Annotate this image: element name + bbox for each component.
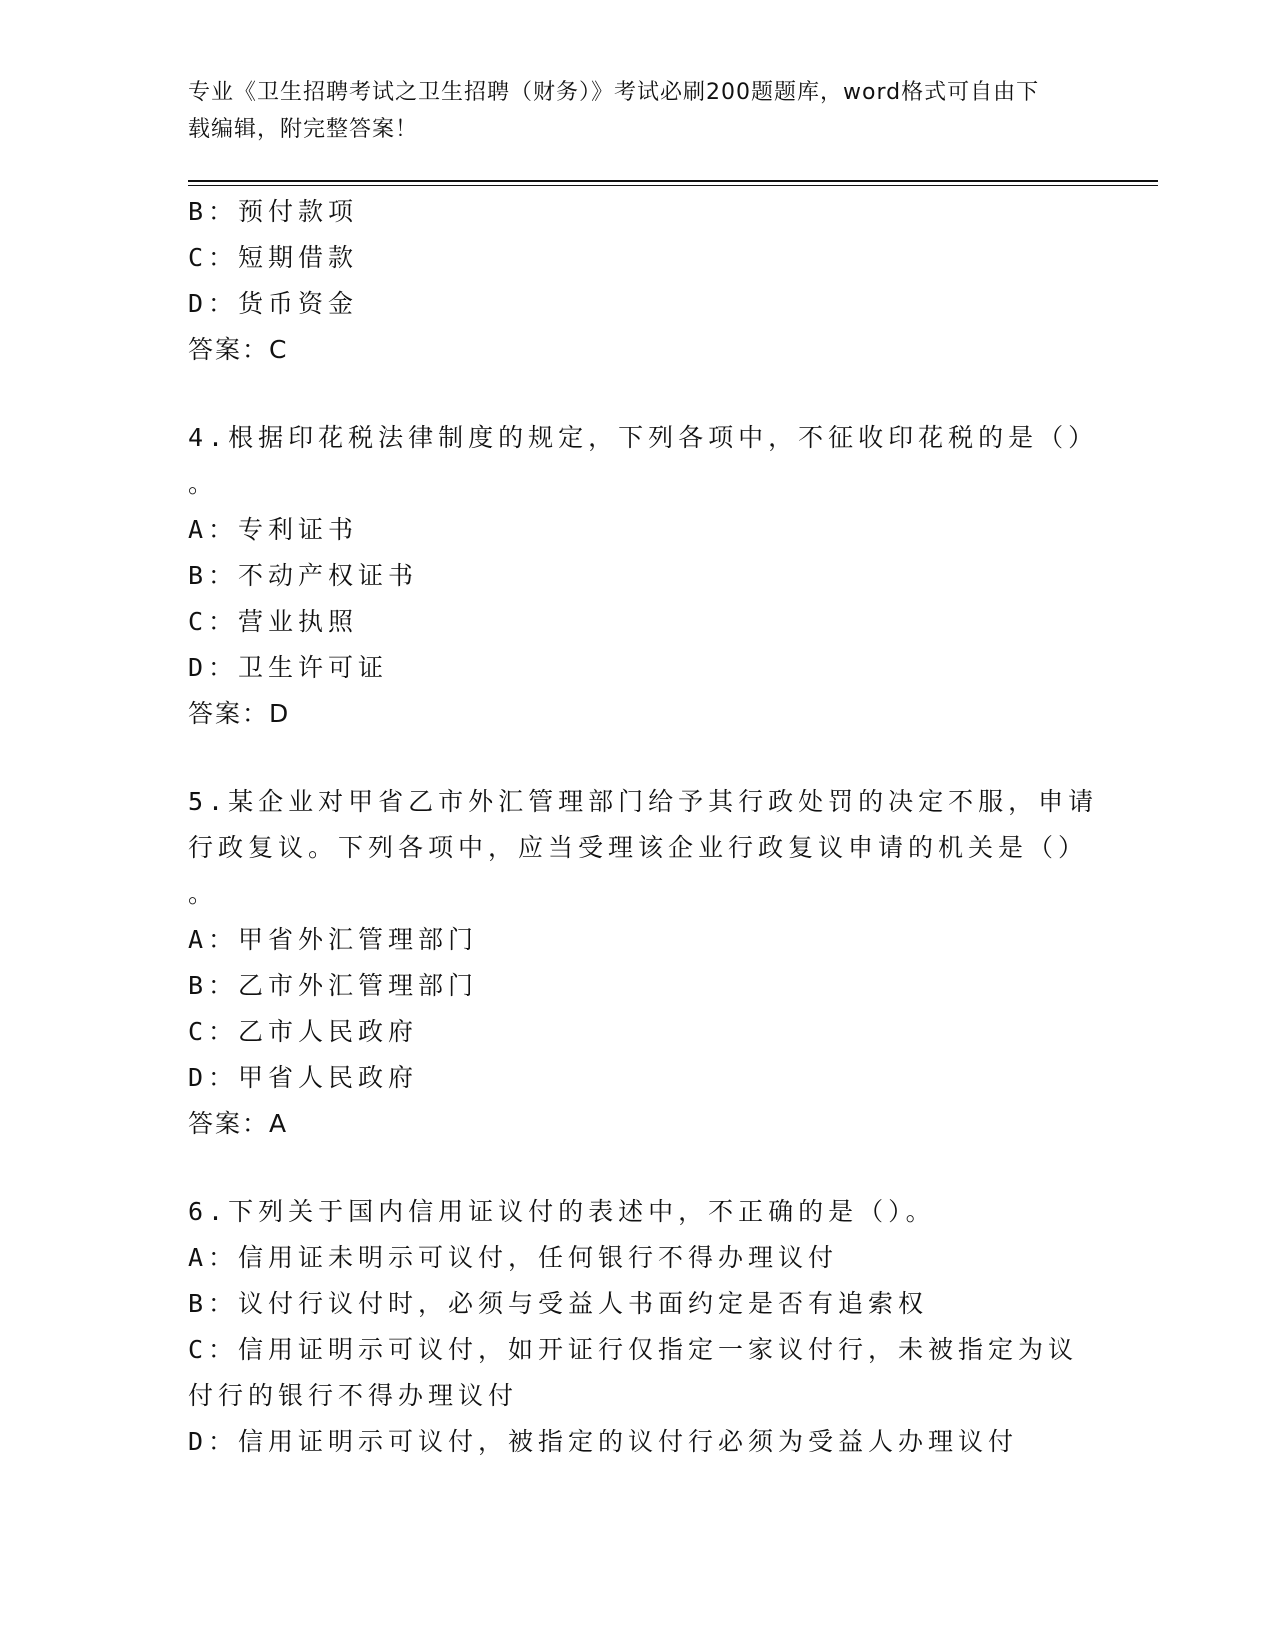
- option-b: B：议付行议付时，必须与受益人书面约定是否有追索权: [188, 1289, 929, 1318]
- option-d: D：货币资金: [188, 289, 359, 318]
- option-b: B：乙市外汇管理部门: [188, 971, 479, 1000]
- option-a: A：甲省外汇管理部门: [188, 925, 479, 954]
- question-title-line: 行政复议。下列各项中，应当受理该企业行政复议申请的机关是（）: [188, 833, 1089, 862]
- header-rule-thick: [188, 180, 1158, 182]
- question-title-line: 。: [188, 879, 219, 908]
- answer-line: 答案：A: [188, 1109, 289, 1138]
- option-d: D：甲省人民政府: [188, 1063, 419, 1092]
- question-5: [188, 779, 1099, 1147]
- option-c: C：营业执照: [188, 607, 359, 636]
- option-c: C：乙市人民政府: [188, 1017, 419, 1046]
- question-6: [188, 1189, 1088, 1465]
- answer-line: 答案：C: [188, 335, 289, 364]
- option-c: C：短期借款: [188, 243, 359, 272]
- option-d: D：信用证明示可议付，被指定的议付行必须为受益人办理议付: [188, 1427, 1019, 1456]
- question-title-line: 5.某企业对甲省乙市外汇管理部门给予其行政处罚的决定不服，申请: [188, 787, 1099, 816]
- option-a: A：专利证书: [188, 515, 359, 544]
- option-d: D：卫生许可证: [188, 653, 389, 682]
- question-title-line: 4.根据印花税法律制度的规定，下列各项中，不征收印花税的是（）: [188, 423, 1099, 452]
- option-b: B：预付款项: [188, 197, 359, 226]
- question-3-tail: [188, 189, 1088, 373]
- option-a: A：信用证未明示可议付，任何银行不得办理议付: [188, 1243, 839, 1272]
- header-rule-thin: [188, 185, 1158, 186]
- answer-line: 答案：D: [188, 699, 291, 728]
- question-content: [188, 189, 1099, 1465]
- option-c: C：信用证明示可议付，如开证行仅指定一家议付行，未被指定为议付行的银行不得办理议付: [188, 1335, 1079, 1410]
- document-header: 专业《卫生招聘考试之卫生招聘（财务）》考试必刷200题题库，word格式可自由下载编辑，附完整答案！: [188, 80, 1040, 142]
- option-b: B：不动产权证书: [188, 561, 419, 590]
- question-4: [188, 415, 1099, 737]
- question-title-line: 6.下列关于国内信用证议付的表述中，不正确的是（）。: [188, 1197, 936, 1226]
- question-title-line: 。: [188, 469, 219, 498]
